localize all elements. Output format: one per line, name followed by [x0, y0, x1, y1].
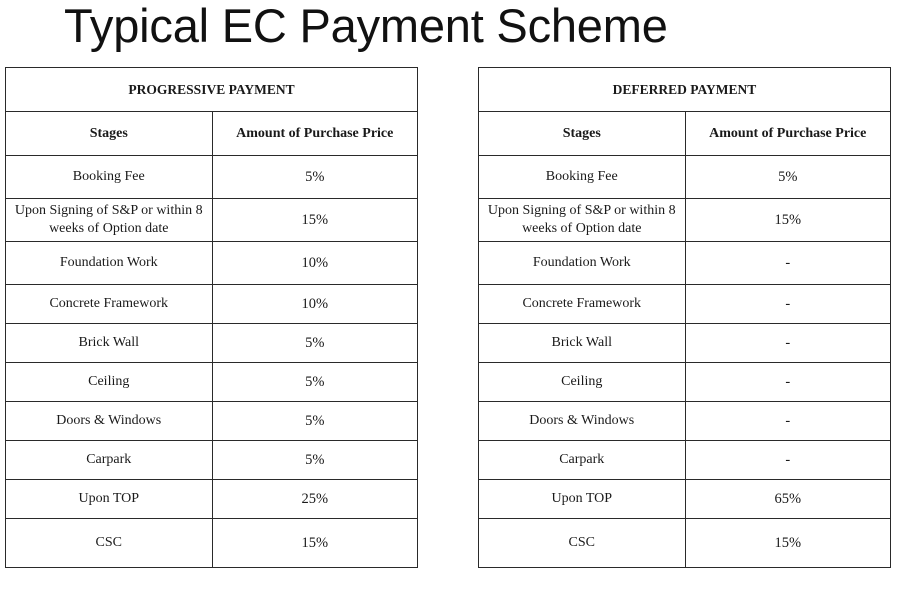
table-row — [479, 324, 891, 363]
table-row — [6, 156, 418, 199]
table-row — [479, 441, 891, 480]
stage-cell: Upon TOP — [6, 480, 213, 519]
table-row — [6, 363, 418, 402]
column-header-amount: Amount of Purchase Price — [212, 112, 418, 156]
table-title-row — [6, 68, 418, 112]
stage-cell: Brick Wall — [479, 324, 686, 363]
stage-cell: Booking Fee — [6, 156, 213, 199]
amount-cell: - — [685, 402, 891, 441]
table-row — [6, 242, 418, 285]
amount-cell: 5% — [685, 156, 891, 199]
amount-cell: - — [685, 441, 891, 480]
amount-cell: - — [685, 324, 891, 363]
progressive-payment-table — [5, 67, 418, 568]
amount-cell: 65% — [685, 480, 891, 519]
table-row — [479, 285, 891, 324]
table-row — [6, 199, 418, 242]
stage-cell: CSC — [479, 519, 686, 568]
amount-cell: 5% — [212, 324, 418, 363]
amount-cell: - — [685, 285, 891, 324]
table-row — [6, 402, 418, 441]
amount-cell: 15% — [212, 199, 418, 242]
stage-cell: Upon TOP — [479, 480, 686, 519]
table-title: DEFERRED PAYMENT — [479, 68, 891, 112]
page-title: Typical EC Payment Scheme — [64, 0, 668, 52]
stage-cell: Foundation Work — [479, 242, 686, 285]
table-header-row — [6, 112, 418, 156]
table-row — [6, 324, 418, 363]
stage-cell: Concrete Framework — [479, 285, 686, 324]
table-row — [479, 156, 891, 199]
stage-cell: Doors & Windows — [479, 402, 686, 441]
table-header-row — [479, 112, 891, 156]
stage-cell: CSC — [6, 519, 213, 568]
table-row — [479, 402, 891, 441]
stage-cell: Ceiling — [6, 363, 213, 402]
stage-cell: Carpark — [6, 441, 213, 480]
stage-cell: Foundation Work — [6, 242, 213, 285]
table-row — [479, 480, 891, 519]
stage-cell: Booking Fee — [479, 156, 686, 199]
stage-cell: Brick Wall — [6, 324, 213, 363]
table-title: PROGRESSIVE PAYMENT — [6, 68, 418, 112]
table-row — [479, 242, 891, 285]
amount-cell: 5% — [212, 402, 418, 441]
column-header-stages: Stages — [479, 112, 686, 156]
table-row — [479, 363, 891, 402]
table-row — [479, 199, 891, 242]
table-row — [6, 285, 418, 324]
amount-cell: - — [685, 363, 891, 402]
amount-cell: 5% — [212, 363, 418, 402]
table-title-row — [479, 68, 891, 112]
table-row — [6, 480, 418, 519]
table-row — [6, 441, 418, 480]
column-header-amount: Amount of Purchase Price — [685, 112, 891, 156]
table-row — [479, 519, 891, 568]
stage-cell: Upon Signing of S&P or within 8 weeks of Option date — [6, 199, 213, 242]
deferred-payment-table — [478, 67, 891, 568]
amount-cell: 5% — [212, 156, 418, 199]
amount-cell: 10% — [212, 242, 418, 285]
amount-cell: 15% — [685, 199, 891, 242]
stage-cell: Concrete Framework — [6, 285, 213, 324]
amount-cell: - — [685, 242, 891, 285]
table-row — [6, 519, 418, 568]
stage-cell: Doors & Windows — [6, 402, 213, 441]
stage-cell: Ceiling — [479, 363, 686, 402]
amount-cell: 10% — [212, 285, 418, 324]
stage-cell: Upon Signing of S&P or within 8 weeks of Option date — [479, 199, 686, 242]
stage-cell: Carpark — [479, 441, 686, 480]
amount-cell: 5% — [212, 441, 418, 480]
amount-cell: 15% — [212, 519, 418, 568]
amount-cell: 25% — [212, 480, 418, 519]
amount-cell: 15% — [685, 519, 891, 568]
column-header-stages: Stages — [6, 112, 213, 156]
